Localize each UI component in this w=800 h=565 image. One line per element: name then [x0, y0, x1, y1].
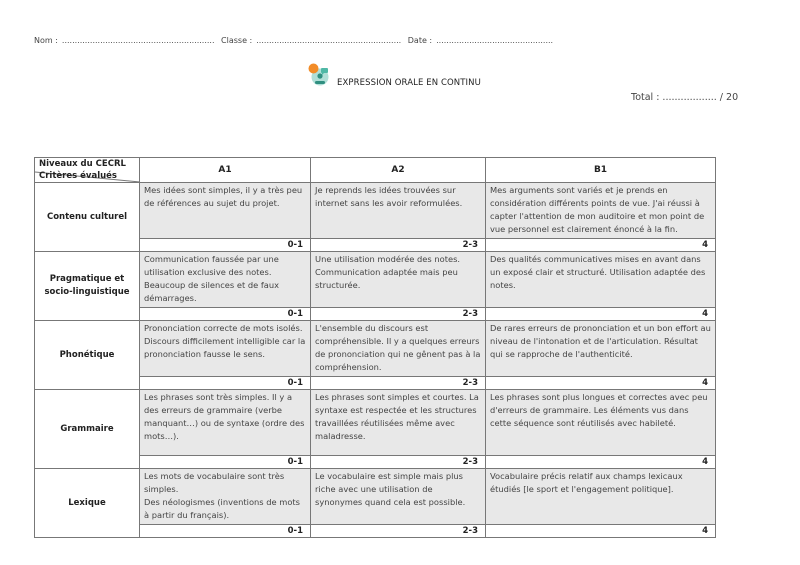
- descriptor-cell: Je reprends les idées trouvées sur internet sans les avoir reformulées.: [311, 183, 486, 239]
- score-cell: 4: [486, 308, 716, 321]
- criterion-row: [35, 390, 716, 456]
- descriptor-cell: Mes idées sont simples, il y a très peu de références au sujet du projet.: [140, 183, 311, 239]
- criterion-label: Grammaire: [35, 390, 140, 469]
- descriptor-cell: Les phrases sont simples et courtes. La syntaxe est respectée et les structures travaillées réutilisées même avec maladresse.: [311, 390, 486, 456]
- evaluation-grid: [34, 157, 716, 538]
- descriptor-cell: Le vocabulaire est simple mais plus riche avec une utilisation de synonymes quand cela est possible.: [311, 469, 486, 525]
- descriptor-cell: Les mots de vocabulaire sont très simples. Des néologismes (inventions de mots à partir du français).: [140, 469, 311, 525]
- descriptor-cell: Mes arguments sont variés et je prends en considération différents points de vue. J'ai réussi à capter l'attention de mon auditoire et mon point de vue personnel est clairement énoncé à la fin.: [486, 183, 716, 239]
- descriptor-cell: Prononciation correcte de mots isolés. Discours difficilement intelligible car la prononciation fausse le sens.: [140, 321, 311, 377]
- score-cell: 2-3: [311, 308, 486, 321]
- nom-field[interactable]: ............................................................: [61, 36, 215, 45]
- nom-label: Nom :: [34, 36, 58, 45]
- criterion-label: Pragmatique et socio-linguistique: [35, 252, 140, 321]
- score-cell: 4: [486, 456, 716, 469]
- descriptor-cell: L'ensemble du discours est compréhensible. Il y a quelques erreurs de prononciation qui ne gênent pas à la compréhension.: [311, 321, 486, 377]
- criterion-row: [35, 183, 716, 239]
- level-b1: B1: [486, 158, 716, 183]
- date-label: Date :: [407, 36, 433, 45]
- criterion-label: Lexique: [35, 469, 140, 538]
- descriptor-cell: Une utilisation modérée des notes. Communication adaptée mais peu structurée.: [311, 252, 486, 308]
- criterion-label: Phonétique: [35, 321, 140, 390]
- score-cell: 4: [486, 525, 716, 538]
- classe-field[interactable]: .........................................................: [256, 36, 402, 45]
- corner-levels-label: Niveaux du CECRL: [39, 159, 126, 169]
- criterion-row: [35, 469, 716, 525]
- score-cell: 0-1: [140, 308, 311, 321]
- criterion-label: Contenu culturel: [35, 183, 140, 252]
- score-cell: 2-3: [311, 239, 486, 252]
- date-field[interactable]: ..............................................: [436, 36, 554, 45]
- grid-corner: [35, 158, 140, 183]
- level-a2: A2: [311, 158, 486, 183]
- score-cell: 0-1: [140, 456, 311, 469]
- classe-label: Classe :: [221, 36, 253, 45]
- student-info-fields: [34, 36, 557, 45]
- descriptor-cell: Les phrases sont très simples. Il y a des erreurs de grammaire (verbe manquant…) ou de syntaxe (ordre des mots…).: [140, 390, 311, 456]
- total-score[interactable]: Total : .................. / 20: [631, 92, 739, 103]
- score-cell: 4: [486, 377, 716, 390]
- descriptor-cell: Communication faussée par une utilisation exclusive des notes. Beaucoup de silences et de faux démarrages.: [140, 252, 311, 308]
- descriptor-cell: De rares erreurs de prononciation et un bon effort au niveau de l'intonation et de l'articulation. Résultat qui se rapproche de l'authenticité.: [486, 321, 716, 377]
- corner-criteria-label: Critères évalués: [39, 171, 117, 181]
- score-cell: 0-1: [140, 239, 311, 252]
- page-title: EXPRESSION ORALE EN CONTINU: [337, 78, 481, 88]
- descriptor-cell: Les phrases sont plus longues et correctes avec peu d'erreurs de grammaire. Les éléments vus dans cette séquence sont réutilisés avec habileté.: [486, 390, 716, 456]
- descriptor-cell: Vocabulaire précis relatif aux champs lexicaux étudiés [le sport et l'engagement politique].: [486, 469, 716, 525]
- score-cell: 2-3: [311, 525, 486, 538]
- speaking-person-icon: [307, 62, 331, 86]
- score-cell: 0-1: [140, 525, 311, 538]
- criterion-row: [35, 321, 716, 377]
- score-cell: 0-1: [140, 377, 311, 390]
- score-cell: 4: [486, 239, 716, 252]
- descriptor-cell: Des qualités communicatives mises en avant dans un exposé clair et structuré. Utilisation adaptée des notes.: [486, 252, 716, 308]
- criterion-row: [35, 252, 716, 308]
- score-cell: 2-3: [311, 377, 486, 390]
- header-row: [35, 158, 716, 183]
- score-cell: 2-3: [311, 456, 486, 469]
- level-a1: A1: [140, 158, 311, 183]
